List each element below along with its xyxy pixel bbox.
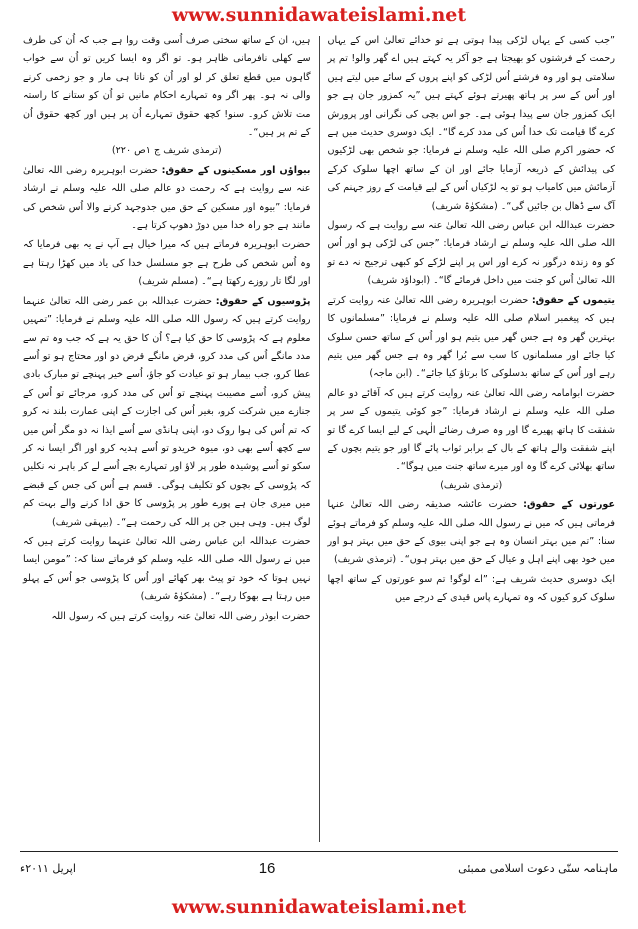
paragraph (23, 236, 311, 291)
paragraph (23, 162, 311, 236)
paragraph-text: ”جب کسی کے یہاں لڑکی پیدا ہوتی ہے تو خدائے تعالیٰ اس کے یہاں رحمت کے فرشتوں کو بھیجتا ہے جو آکر یہ کہتے ہیں اے گھر والو! تم پر سلامتی ہو اور وہ فرشتے اُس لڑکی کو اپنے پروں کے سائے میں لیتے ہیں اور اُس کے سر پر ہاتھ پھیرتے ہوئے کہتے ہیں ”یہ کمزور جان ہے جو ایک کمزور جان سے پیدا ہوئی ہے۔ جو اس بچی کی نگرانی اور پرورش کرے گا قیامت تک خدا اُس کی مدد کرے گا“۔ ایک دوسری حدیث میں ہے کہ حضور اکرم صلی اللہ علیہ وسلم نے فرمایا: جو شخص بھی لڑکیوں کی پیدائش کے ذریعہ آزمایا جائے اور ان کے ساتھ اچھا سلوک کرکے آزمائش میں کامیاب ہو تو یہ لڑکیاں اُس کے لیے قیامت کے روز جہنم کی آگ سے ڈھال بن جائیں گی“۔ (مشکوٰۃ شریف) (327, 35, 615, 212)
paragraph (328, 292, 616, 384)
paragraph-text: ہیں، ان کے ساتھ سختی صرف اُسی وقت روا ہے جب کہ اُن کی طرف سے کھلی نافرمانی ظاہر ہو۔ تو اگر وہ ایسا کریں تو اُن سے خواب گاہوں میں قطع تعلق کر لو اور اُن کو ناتا ہی مار و جو زخمی کرنے والی نہ ہو۔ پھر اگر وہ تمہارے احکام مانیں تو اُن کو ستانے کا راستہ مت تلاش کرو۔ سنو! کچھ حقوق تمہارے اُن پر ہیں اور کچھ حقوق اُن کے تم پر ہیں“۔ (23, 35, 311, 139)
left-column (20, 32, 314, 846)
paragraph-text: حضرت عائشہ صدیقہ رضی اللہ تعالیٰ عنہا فرماتی ہیں کہ میں نے رسول اللہ صلی اللہ علیہ وسلم کو فرماتے ہوئے سنا: ”تم میں بہتر انسان وہ ہے جو اپنی بیوی کے حق میں بہتر ہو اور میں خود بھی اپنے اہل و عیال کے حق میں بہتر ہوں“۔ (ترمذی شریف) (327, 499, 615, 566)
paragraph (23, 32, 311, 161)
column-divider (319, 36, 320, 842)
section-heading: عورتوں کے حقوق: (523, 499, 615, 511)
reference: (ترمذی شریف ج ۱ص ۲۲۰) (111, 145, 222, 157)
paragraph-text: حضرت ابوہریرہ فرماتے ہیں کہ میرا خیال ہے آپ نے یہ بھی فرمایا کہ وہ اُس شخص کی طرح ہے جو مسلسل خدا کی یاد میں کھڑا رہتا ہے اور لگا تار روزے رکھتا ہے“۔ (مسلم شریف) (23, 239, 311, 288)
paragraph (23, 293, 311, 532)
watermark-bottom: www.sunnidawateislami.net (171, 896, 467, 918)
paragraph-text: حضرت عبداللہ ابن عباس رضی اللہ تعالیٰ عنہما روایت کرتے ہیں کہ میں نے رسول اللہ صلی اللہ علیہ وسلم کو فرماتے سنا کہ: ”مومن ایسا نہیں ہوتا کہ خود تو پیٹ بھر کھائے اور اُس کا پڑوسی جو اُس کے پہلو میں رہتا ہے بھوکا رہے“۔ (مشکوٰۃ شریف) (23, 535, 311, 603)
watermark-top: www.sunnidawateislami.net (171, 4, 467, 26)
paragraph (328, 32, 616, 216)
issue-date: اپریل ۲۰۱۱ء (20, 861, 76, 875)
section-heading: یتیموں کے حقوق: (531, 294, 616, 306)
paragraph (23, 533, 311, 607)
reference: (ترمذی شریف) (440, 479, 503, 491)
section-heading: بیواؤں اور مسکینوں کے حقوق: (161, 164, 311, 176)
paragraph-text: حضرت ابوہریرہ رضی اللہ تعالیٰ عنہ روایت کرتے ہیں کہ پیغمبر اسلام صلی اللہ علیہ وسلم نے فرمایا: ”مسلمانوں کا بہترین گھر وہ ہے جس گھر میں یتیم ہو اور اُس کے ساتھ حسن سلوک کیا جائے اور مسلمانوں کا سب سے بُرا گھر وہ ہے جس گھر میں یتیم رہے اور اُس کے ساتھ بدسلوکی کا برتاؤ کیا جائے“۔ (ابن ماجہ) (327, 294, 615, 380)
paragraph-text: حضرت عبداللہ بن عمر رضی اللہ تعالیٰ عنہما روایت کرتے ہیں کہ رسول اللہ صلی اللہ علیہ وسلم نے فرمایا: ”تمہیں معلوم ہے کہ پڑوسی کا حق کیا ہے؟ اُن کا حق یہ ہے کہ جب وہ تم سے مدد مانگے اُس کی مدد کرو، قرض مانگے قرض دو اور محتاج ہو تو اُسے عطا کرو، جب بیمار ہو تو عیادت کو جاؤ، اُسے خیر پہنچے تو مبارک بادی پیش کرو، اُسے مصیبت پہنچے تو اُس کی مدد کرو، مرجائے تو اُس کے جنازے میں شرکت کرو، بغیر اُس کی اجازت کے اپنی عمارت بلند نہ کرو کہ تم اُس کی ہوا روک دو، اپنی ہانڈی سے اُسے ایذا نہ دو مگر اُس میں سے کچھ اُسے بھی دو، میوہ خریدو تو اُسے ہدیہ کرو اور اگر ایسا نہ کر سکو تو اُسے پوشیدہ طور پر لاؤ اور تمہارے بچے اُسے لے کر باہر نہ نکلیں کہ پڑوسی کے بچوں کو تکلیف ہوگی۔ قسم ہے اُس کی جس کے قبضے میں میری جان ہے پورے طور پر پڑوسی کا حق ادا کرنے والے بہت کم لوگ ہیں۔ وہی ہیں جن پر اللہ کی رحمت ہے“۔ (بیہقی شریف) (23, 295, 311, 528)
footer-rule (20, 851, 618, 852)
page-number: 16 (258, 859, 276, 877)
paragraph-text: حضرت ابوذر رضی اللہ تعالیٰ عنہ روایت کرتے ہیں کہ رسول اللہ (51, 610, 311, 622)
paragraph (328, 571, 616, 608)
paragraph-text: حضرت عبداللہ ابن عباس رضی اللہ تعالیٰ عنہ سے روایت ہے کہ رسول اللہ صلی اللہ علیہ وسلم نے ارشاد فرمایا: ”جس کی لڑکی ہو اور اُس کو وہ زندہ درگور نہ کرے اور اس پر اپنے لڑکے کو کبھی ترجیح نہ دے تو اللہ تعالیٰ اُس کو جنت میں داخل فرمائے گا“۔ (ابوداؤد شریف) (327, 220, 615, 287)
paragraph-text: حضرت ابوہریرہ رضی اللہ تعالیٰ عنہ سے روایت ہے کہ رحمت دو عالم صلی اللہ علیہ وسلم نے ارشاد فرمایا: ”بیوہ اور مسکین کے حق میں جدوجہد کرنے والا اُس شخص کی مانند ہے جو راہ خدا میں دوڑ دھوپ کرتا ہے۔ (23, 164, 311, 232)
page-footer (20, 855, 618, 881)
paragraph-text: ایک دوسری حدیث شریف ہے: ”اے لوگو! تم سو عورتوں کے ساتھ اچھا سلوک کرو کیوں کہ وہ تمہارے پاس قیدی کے درجے میں (327, 573, 615, 604)
paragraph (328, 217, 616, 291)
paragraph (23, 608, 311, 626)
section-heading: پڑوسیوں کے حقوق: (215, 295, 311, 307)
paragraph (328, 385, 616, 495)
right-column (325, 32, 619, 846)
article-columns (20, 32, 618, 846)
paragraph-text: حضرت ابوامامہ رضی اللہ تعالیٰ عنہ روایت کرتے ہیں کہ آقائے دو عالم صلی اللہ علیہ وسلم نے ارشاد فرمایا: ”جو کوئی یتیموں کے سر پر شفقت کا ہاتھ پھیرے گا اور وہ صرف رضائے الٰہی کے لیے ایسا کرے گا تو اپنے شفقت والے ہاتھ کے بال کے برابر ثواب پائے گا اور جو یتیم بچوں کے ساتھ بھلائی کرے گا وہ اور میرے ساتھ جنت میں ہوگا“۔ (327, 387, 615, 473)
magazine-name: ماہنامہ سنّی دعوت اسلامی ممبئی (458, 861, 618, 875)
paragraph (328, 496, 616, 570)
